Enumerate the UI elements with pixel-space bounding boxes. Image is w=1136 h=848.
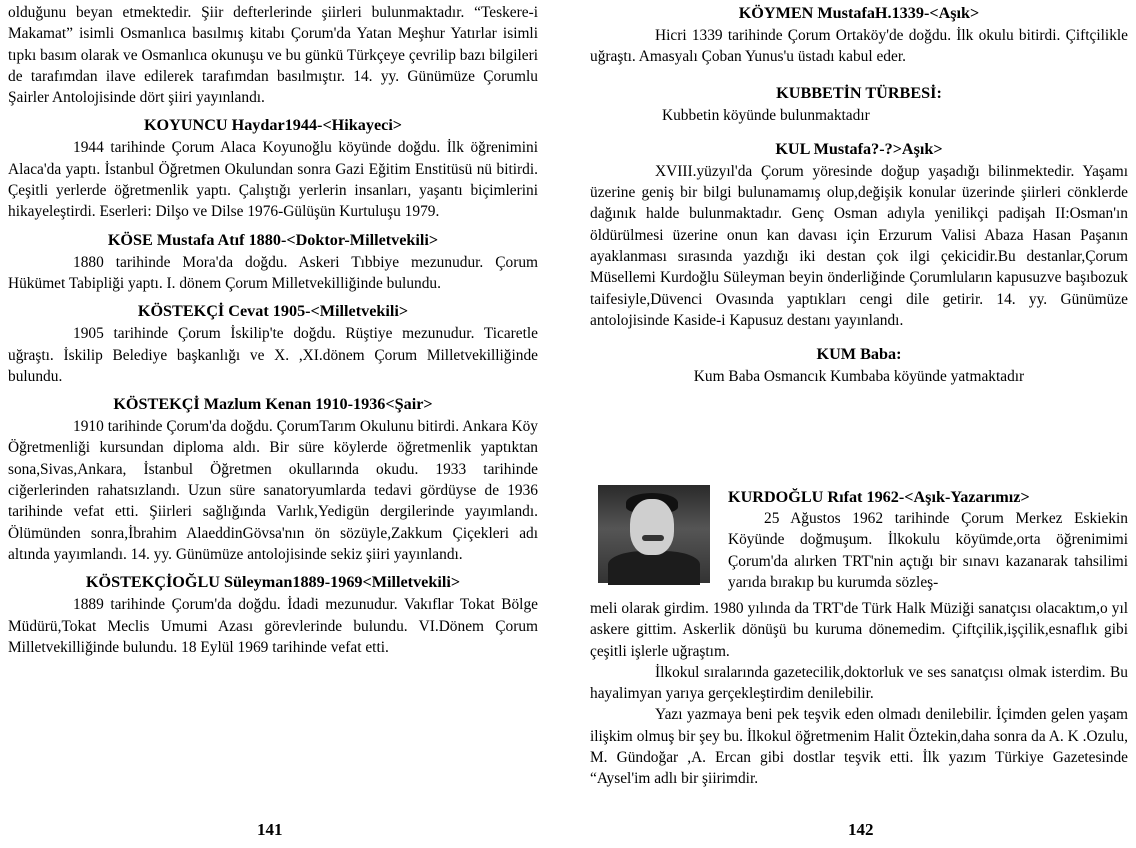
paragraph-kubbetin: Kubbetin köyünde bulunmaktadır <box>662 106 870 124</box>
kurdoglu-section <box>728 486 1128 593</box>
paragraph-kul-mustafa: XVIII.yüzyıl'da Çorum yöresinde doğup yaşadığı bilinmektedir. Yaşamı üzerine geniş bir bilgi bulunamamış olup,değişik konular üzerinde şiirleri cönklerde dağınık halde bulunmaktadır. Genç Osman adıyla yenilikçi padişah II:Osman'ın öldürülmesi üzerine onun kan davası için Erzurum Valisi Abaza Hasan Paşanın ayaklanması sırasında yazdığı iki destan çok ilgi çekicidir.Bu destanlar,Çorum Müsellemi Kurdoğlu Süleyman beyin önderliğinde Çorumluların kapusuzve başıbozuk taifesiyle,Düvenci Ovasında yaptıkları cengi dile getirir. 14. yy. Günümüze antolojisinde Kaside-i Kapusuz destanı yayınlandı. <box>590 162 1128 329</box>
heading-kostekci-mazlum: KÖSTEKÇİ Mazlum Kenan 1910-1936<Şair> <box>113 395 433 414</box>
paragraph-kostekci-mazlum: 1910 tarihinde Çorum'da doğdu. ÇorumTarım Okulunu bitirdi. Ankara Köy Öğretmenliği kursundan diploma aldı. Bir süre köylerde öğretmenlik yaptıktan sona,Sivas,Ankara, İstanbul Öğretmen okullarında okudu. 1933 tarihinde ciğerlerinden rahatsızlandı. Uzun süre sanatoryumlarda tedavi gördüyse de 1936 tarihinde vefat etti. Şiirleri sağlığında Varlık,Yedigün dergilerinde yayımlandı. Ölümünden sonra,İbrahim AlaeddinGövsa'nın ön sözüyle,Zakkum Çiçekleri adı altında yayımlandı. 14. yy. Günümüze antolojisinde sekiz şiiri yayınlandı. <box>8 418 538 563</box>
page-number-right: 142 <box>848 820 874 839</box>
heading-kurdoglu: KURDOĞLU Rıfat 1962-<Aşık-Yazarımız> <box>728 488 1030 506</box>
paragraph-kurdoglu-b: meli olarak girdim. 1980 yılında da TRT'de Türk Halk Müziği sanatçısı olacaktım,o yıl askere gittim. Askerlik dönüşü bu kuruma dönemedim. Çiftçilik,işçilik,esnaflık gibi çeşitli işlerle uğraştım. <box>590 600 1128 660</box>
paragraph-koymen: Hicri 1339 tarihinde Çorum Ortaköy'de doğdu. İlk okulu bitirdi. Çiftçilikle uğraştı. Amasyalı Çoban Yunus'u üstadı kabul eder. <box>590 27 1128 66</box>
paragraph-intro: olduğunu beyan etmektedir. Şiir defterlerinde şiirleri bulunmaktadır. “Teskere-i Makamat” isimli Osmanlıca basılmış kitabı Çorum'da Yatan Meşhur Yatırlar isimli tıpkı basım olarak ve Osmanlıca okunuşu ve bu günkü Türkçeye çevrilip bazı bilgileri de tarafımdan ilave edilerek tarafımdan basılmıştır. 14. yy. Günümüze Çorumlu Şairler Antolojisinde dört şiiri yayınlandı. <box>8 4 538 107</box>
heading-kul-mustafa: KUL Mustafa?-?>Aşık> <box>775 139 943 158</box>
portrait-photo <box>598 485 710 583</box>
paragraph-kurdoglu-a: 25 Ağustos 1962 tarihinde Çorum Merkez Eskiekin Köyünde doğmuşum. İlkokulu köyümde,orta öğrenimimi Çorum'da alırken TRT'nin açtığı bir sınavı kazanarak tahsilimi yarıda bırakıp bu kurumda sözleş- <box>728 510 1128 591</box>
page-number-left: 141 <box>257 820 283 839</box>
paragraph-kostekcioglu: 1889 tarihinde Çorum'da doğdu. İdadi mezunudur. Vakıflar Tokat Bölge Müdürü,Tokat Meclis Umumi Azası görevlerinde bulundu. VI.Dönem Çorum Milletvekilliğinde bulundu. 18 Eylül 1969 tarihinde vefat etti. <box>8 596 538 656</box>
heading-kum-baba: KUM Baba: <box>816 345 902 364</box>
heading-koymen: KÖYMEN MustafaH.1339-<Aşık> <box>738 4 980 22</box>
heading-kubbetin: KUBBETİN TÜRBESİ: <box>776 83 942 102</box>
right-page <box>590 0 1128 388</box>
heading-kostekci-cevat: KÖSTEKÇİ Cevat 1905-<Milletvekili> <box>137 302 409 321</box>
paragraph-kostekci-cevat: 1905 tarihinde Çorum İskilip'te doğdu. Rüştiye mezunudur. Ticaretle uğraştı. İskilip Belediye başkanlığı ve X. ,XI.dönem Çorum Milletvekilliğinde bulundu. <box>8 325 538 385</box>
heading-kose: KÖSE Mustafa Atıf 1880-<Doktor-Milletvekili> <box>107 230 439 249</box>
heading-kostekcioglu: KÖSTEKÇİOĞLU Süleyman1889-1969<Milletvekili> <box>85 573 461 592</box>
kurdoglu-continued <box>590 598 1128 790</box>
paragraph-kose: 1880 tarihinde Mora'da doğdu. Askeri Tıbbiye mezunudur. Çorum Hükümet Tabipliği yaptı. I. dönem Çorum Milletvekilliğinde bulundu. <box>8 253 538 292</box>
paragraph-kurdoglu-d: Yazı yazmaya beni pek teşvik eden olmadı denilebilir. İçimden gelen yaşam ilişkim olmuş bir şey bu. İlkokul öğretmenim Halit Öztekin,daha sonra da A. K .Ozulu, M. Gündoğar ,A. Ercan gibi dostlar teşvik etti. İlk yazım Türkiye Gazetesinde “Aysel'im adlı bir şiirimdir. <box>590 706 1128 788</box>
paragraph-kurdoglu-c: İlkokul sıralarında gazetecilik,doktorluk ve ses sanatçısı olmak isterdim. Bu hayalimyan yarıya gerçekleştirdim denilebilir. <box>590 663 1128 703</box>
paragraph-koyuncu: 1944 tarihinde Çorum Alaca Koyunoğlu köyünde doğdu. İlk öğrenimini Alaca'da yaptı. İstanbul Öğretmen Okulundan sonra Gazi Eğitim Enstitüsü nü bitirdi. Çeşitli yerlerde öğretmenlik yaptı. Çalıştığı yerlerin insanları, yaşantı biçimlerini hikayeleştirdi. Eserleri: Dilşo ve Dilse 1976-Gülüşün Kurtuluşu 1979. <box>8 139 538 221</box>
heading-koyuncu: KOYUNCU Haydar1944-<Hikayeci> <box>143 116 403 135</box>
paragraph-kum-baba: Kum Baba Osmancık Kumbaba köyünde yatmaktadır <box>693 368 1025 386</box>
left-page <box>8 0 538 658</box>
